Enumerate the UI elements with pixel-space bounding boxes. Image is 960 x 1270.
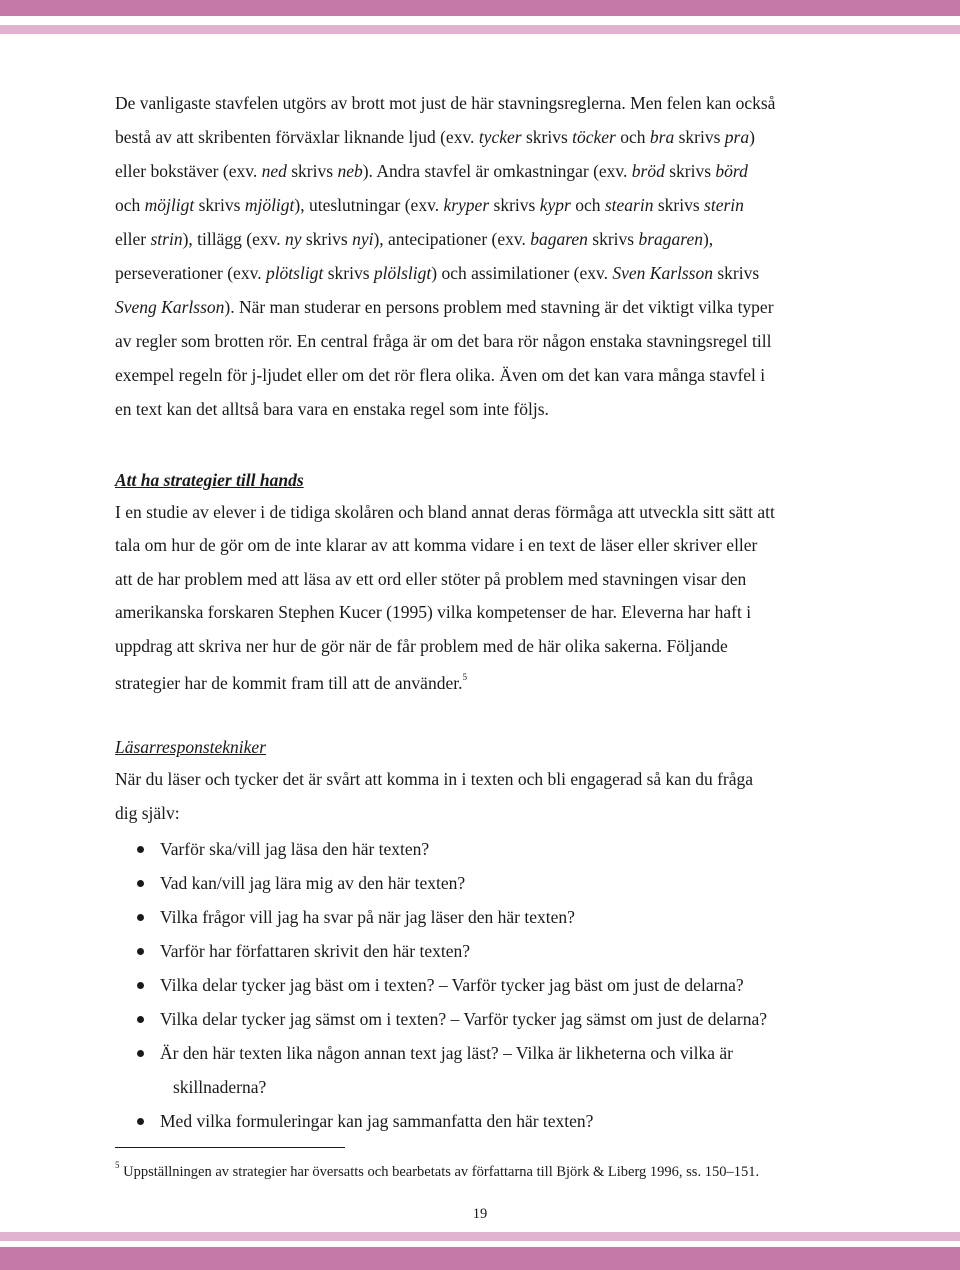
text-line: Sveng Karlsson). När man studerar en persons problem med stavning är det viktigt vilka typer — [115, 297, 774, 317]
paragraph-kucer-study — [115, 496, 845, 700]
list-item: Varför ska/vill jag läsa den här texten? — [115, 832, 855, 866]
footer-bar-light — [0, 1232, 960, 1241]
text-line: att de har problem med att läsa av ett ord eller stöter på problem med stavningen visar den — [115, 568, 747, 589]
paragraph-spelling-errors — [115, 86, 845, 426]
footnote — [115, 1156, 759, 1183]
list-item: Varför har författaren skrivit den här texten? — [115, 934, 855, 968]
list-item: Vad kan/vill jag lära mig av den här texten? — [115, 866, 855, 900]
page-number: 19 — [472, 1206, 488, 1222]
text-line: och möjligt skrivs mjöligt), uteslutningar (exv. kryper skrivs kypr och stearin skrivs sterin — [115, 195, 744, 215]
text-line: tala om hur de gör om de inte klarar av att komma vidare i en text de läser eller skriver eller — [115, 535, 758, 556]
list-item: Vilka frågor vill jag ha svar på när jag läser den här texten? — [115, 900, 855, 934]
text-line: eller strin), tillägg (exv. ny skrivs nyi), antecipationer (exv. bagaren skrivs bragaren), — [115, 229, 714, 249]
text-line: av regler som brotten rör. En central fråga är om det bara rör någon enstaka stavningsregel till — [115, 331, 772, 351]
text-line: eller bokstäver (exv. ned skrivs neb). Andra stavfel är omkastningar (exv. bröd skrivs börd — [115, 161, 748, 181]
text-line: I en studie av elever i de tidiga skolåren och bland annat deras förmåga att utveckla sitt sätt att — [115, 502, 775, 522]
list-item-continuation: skillnaderna? — [173, 1077, 267, 1097]
footnote-divider — [115, 1147, 345, 1148]
list-item: Vilka delar tycker jag sämst om i texten? – Varför tycker jag sämst om just de delarna? — [115, 1002, 855, 1036]
bullet-icon — [137, 948, 144, 955]
footer-bar — [0, 1247, 960, 1270]
list-item: Med vilka formuleringar kan jag sammanfatta den här texten? — [115, 1104, 855, 1138]
section-heading-strategies: Att ha strategier till hands — [115, 470, 304, 490]
footnote-reference[interactable]: 5 — [462, 672, 467, 683]
text-line: dig själv: — [115, 802, 180, 823]
question-list — [115, 832, 855, 1138]
bullet-icon — [137, 1016, 144, 1023]
section-heading-reader-response: Läsarresponstekniker — [115, 737, 267, 757]
text-line: perseverationer (exv. plötsligt skrivs plölsligt) och assimilationer (exv. Sven Karlsson skrivs — [115, 263, 760, 283]
footnote-number: 5 — [115, 1160, 120, 1170]
bullet-icon — [137, 1050, 144, 1057]
bullet-icon — [137, 880, 144, 887]
bullet-icon — [137, 982, 144, 989]
text-line: De vanligaste stavfelen utgörs av brott mot just de här stavningsreglerna. Men felen kan också — [115, 93, 776, 113]
bullet-icon — [137, 1118, 144, 1125]
footnote-text: Uppställningen av strategier har översatts och bearbetats av författarna till Björk & Liberg 1996, ss. 150–151. — [119, 1163, 760, 1180]
text-line: amerikanska forskaren Stephen Kucer (1995) vilka kompetenser de har. Eleverna har haft i — [115, 602, 752, 623]
list-item: Vilka delar tycker jag bäst om i texten? – Varför tycker jag bäst om just de delarna? — [115, 968, 855, 1002]
text-line: en text kan det alltså bara vara en enstaka regel som inte följs. — [115, 399, 549, 419]
list-item: Är den här texten lika någon annan text jag läst? – Vilka är likheterna och vilka är — [115, 1036, 855, 1070]
text-line: uppdrag att skriva ner hur de gör när de får problem med de här olika sakerna. Följande — [115, 635, 728, 656]
text-line: exempel regeln för j-ljudet eller om det rör flera olika. Även om det kan vara många stavfel i — [115, 365, 766, 385]
header-bar — [0, 0, 960, 16]
bullet-icon — [137, 846, 144, 853]
text-line: bestå av att skribenten förväxlar liknande ljud (exv. tycker skrivs töcker och bra skrivs pra) — [115, 127, 755, 147]
paragraph-reader-questions-intro — [115, 763, 845, 830]
header-bar-light — [0, 25, 960, 34]
bullet-icon — [137, 914, 144, 921]
text-line: När du läser och tycker det är svårt att komma in i texten och bli engagerad så kan du fråga — [115, 769, 754, 789]
text-line: strategier har de kommit fram till att de använder.$^5$ — [115, 672, 467, 693]
